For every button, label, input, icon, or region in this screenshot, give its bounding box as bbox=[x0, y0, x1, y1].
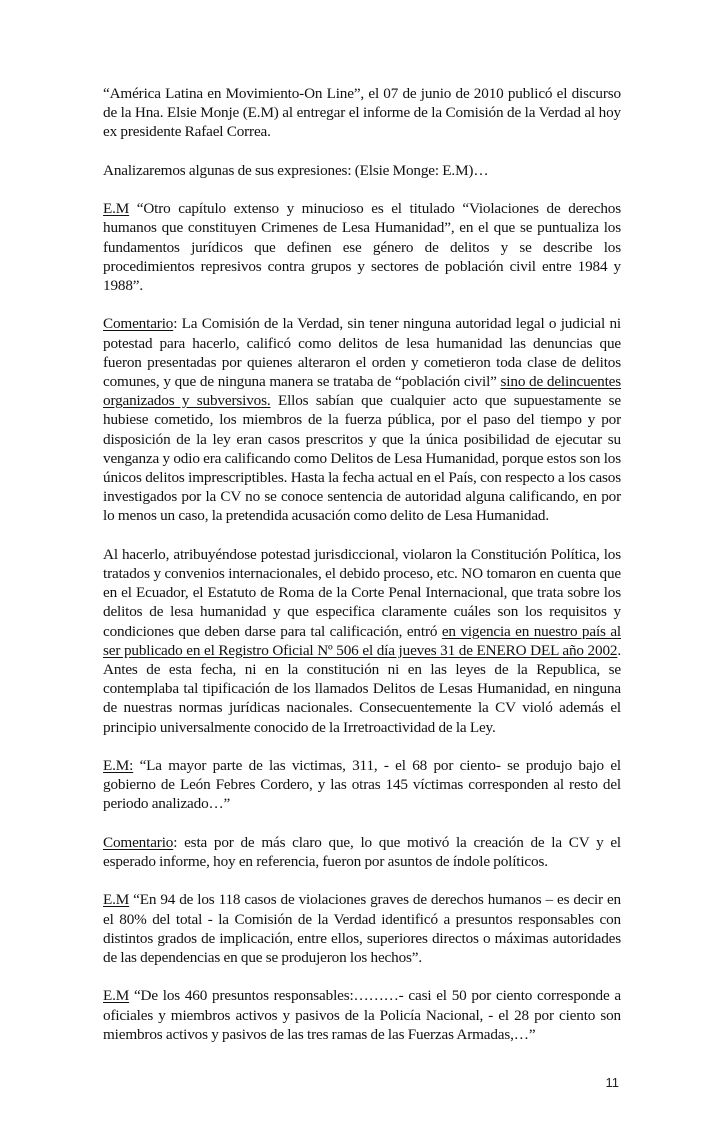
quote-em-chapter bbox=[103, 199, 621, 295]
paragraph-intro-analysis bbox=[103, 161, 621, 180]
speaker-label: E.M bbox=[103, 987, 130, 1005]
document-page bbox=[103, 84, 621, 1063]
paragraph-text: “América Latina en Movimiento-On Line”, el 07 de junio de 2010 publicó el discurso de la Hna. Elsie Monje (E.M) al entregar el informe de la Comisión de la Verdad al hoy ex presidente Rafael Correa. bbox=[103, 85, 621, 141]
comment-label: Comentario bbox=[103, 833, 174, 851]
quote-text: “La mayor parte de las victimas, 311, - el 68 por ciento- se produjo bajo el gobierno de León Febres Cordero, y las otras 145 víctimas corresponden al resto del periodo analizado…” bbox=[103, 757, 621, 813]
underlined-emphasis: sino de delincuentes organizados y subversivos. bbox=[103, 373, 621, 410]
speaker-label: E.M bbox=[103, 891, 130, 909]
comment-text: : esta por de más claro que, lo que motivó la creación de la CV y el esperado informe, hoy en referencia, fueron por asuntos de índole políticos. bbox=[103, 833, 621, 871]
page-footer bbox=[103, 1063, 621, 1091]
page-number: 11 bbox=[605, 1075, 619, 1091]
quote-em-cases bbox=[103, 890, 621, 967]
paragraph-intro-source bbox=[103, 84, 621, 142]
quote-text: “Otro capítulo extenso y minucioso es el titulado “Violaciones de derechos humanos que constituyen Crimenes de Lesa Humanidad”, en el que se puntualiza los fundamentos jurídicos que definen ese género de delitos y se describe los procedimientos represivos contra grupos y sectores de población civil entre 1984 y 1988”. bbox=[103, 200, 621, 294]
comment-political-motives bbox=[103, 833, 621, 871]
comment-text-continued: Ellos sabían que cualquier acto que supuestamente se hubiese cometido, los miembros de la fuerza pública, por el paso del tiempo y por disposición de la ley eran casos prescritos y que la única posibilidad de ejecutar su venganza y odio era calificando como Delitos de Lesa Humanidad, porque estos son los únicos delitos imprescriptibles. Hasta la fecha actual en el País, con respecto a los casos investigados por la CV no se conoce sentencia de autoridad alguna calificando, en por lo menos un caso, la pretendida acusación como delito de Lesa Humanidad. bbox=[103, 392, 621, 525]
comment-lesa-humanidad bbox=[103, 314, 621, 525]
speaker-label: E.M bbox=[103, 200, 130, 218]
comment-label: Comentario bbox=[103, 315, 174, 333]
paragraph-text: Analizaremos algunas de sus expresiones: (Elsie Monge: E.M)… bbox=[103, 161, 489, 179]
paragraph-text-continued: . Antes de esta fecha, ni en la constitución ni en las leyes de la Republica, se contemplaba tal tipificación de los llamados Delitos de Lesas Humanidad, en ninguna de nuestras normas jurídicas nacionales. Consecuentemente la CV violó además el principio universalmente conocido de la Irretroactividad de la Ley. bbox=[103, 641, 621, 736]
speaker-label: E.M: bbox=[103, 757, 134, 775]
quote-text: “En 94 de los 118 casos de violaciones graves de derechos humanos – es decir en el 80% del total - la Comisión de la Verdad identificó a presuntos responsables con distintos grados de implicación, entre ellos, superiores directos o máximas autoridades de las dependencias en que se produjeron los hechos”. bbox=[103, 891, 621, 967]
comment-text: : La Comisión de la Verdad, sin tener ninguna autoridad legal o judicial ni potestad para hacerlo, calificó como delitos de lesa humanidad las denuncias que fueron presentadas por quienes alteraron el orden y cometieron toda clase de delitos comunes, y que de ninguna manera se trataba de “población civil” bbox=[103, 315, 621, 390]
quote-em-victims bbox=[103, 756, 621, 814]
paragraph-rome-statute bbox=[103, 545, 621, 737]
underlined-emphasis: en vigencia en nuestro país al ser publicado en el Registro Oficial Nº 506 el día jueves 31 de ENERO DEL año 2002 bbox=[103, 622, 621, 659]
paragraph-text: Al hacerlo, atribuyéndose potestad jurisdiccional, violaron la Constitución Política, los tratados y convenios internacionales, el debido proceso, etc. NO tomaron en cuenta que en el Ecuador, el Estatuto de Roma de la Corte Penal Internacional, que trata sobre los delitos de lesa humanidad y que especifica claramente cuáles son los requisitos y condiciones que deben darse para tal calificación, entró bbox=[103, 545, 621, 640]
quote-em-responsables bbox=[103, 986, 621, 1044]
quote-text: “De los 460 presuntos responsables:………- casi el 50 por ciento corresponde a oficiales y miembros activos y pasivos de la Policía Nacional, - el 28 por ciento son miembros activos y pasivos de las tres ramas de las Fuerzas Armadas,…” bbox=[103, 987, 621, 1043]
